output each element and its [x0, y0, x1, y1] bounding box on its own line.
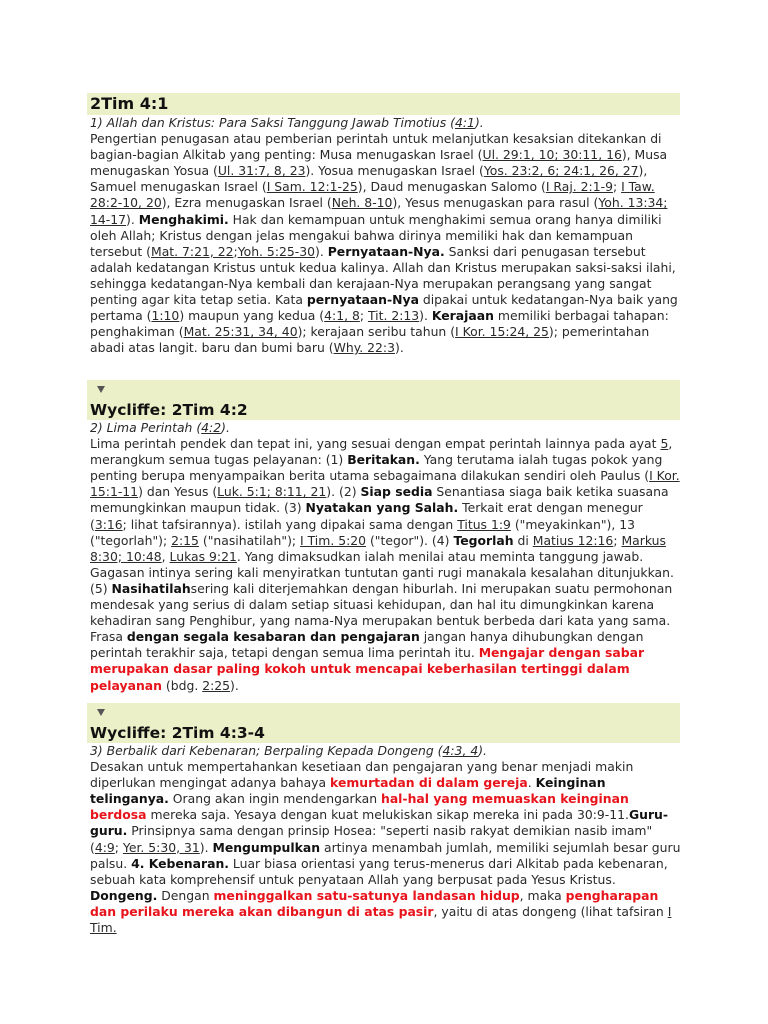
term-bold: Tegorlah — [453, 532, 514, 548]
ref-link[interactable]: Yer. 5:30, 31 — [122, 839, 200, 855]
term-bold: Nasihatilah — [111, 580, 191, 596]
ref-link[interactable]: 3:16 — [94, 516, 123, 532]
section-2-paragraph: Lima perintah pendek dan tepat ini, yang sesuai dengan empat perintah lainnya pada ayat 5, merangkum semua tugas pelayanan: (1) Beritakan. Yang terutama ialah tugas pokok yang penting berupa menyampaikan berita utama sebagaimana dilakukan sendiri oleh Paulus (I Kor. 15:1-11) dan Yesus (Luk. 5:1; 8:11, 21). (2) Siap sedia Senantiasa siaga baik ketika suasana memungkinkan maupun tidak. (3) Nyatakan yang Salah. Terkait erat dengan menegur (3:16; lihat tafsirannya). istilah yang dipakai sama dengan Titus 1:9 ("meyakinkan"), 13 ("tegorlah"); 2:15 ("nasihatilah"); I Tim. 5:20 ("tegor"). (4) Tegorlah di Matius 12:16; Markus 8:30; 10:48, Lukas 9:21. Yang dimaksudkan ialah menilai atau meminta tanggung jawab. Gagasan intinya sering kali menyiratkan tuntutan ganti rugi manakala kesalahan ditunjukkan. (5) Nasihatilahsering kali diterjemahkan dengan hiburlah. Ini merupakan suatu permohonan mendesak yang serius di dalam setiap situasi kehidupan, dan hal itu dimungkinkan karena kehadiran sang Penghibur, yang nama-Nya merupakan bentuk berbeda dari kata yang sama. Frasa dengan segala kesabaran dan pengajaran jangan hanya dihubungkan dengan perintah terakhir saja, tetapi dengan semua lima perintah itu. Mengajar dengan sabar merupakan dasar paling kokoh untuk mencapai keberhasilan tertinggi dalam pelayanan (bdg. 2:25). — [90, 436, 680, 693]
source-name: Wycliffe — [90, 401, 161, 419]
ref-link[interactable]: Matius 12:16 — [532, 532, 614, 548]
section-1-subtitle: 1) Allah dan Kristus: Para Saksi Tanggung Jawab Timotius (4:1). — [90, 115, 484, 130]
ref-link[interactable]: Yoh. 13:34; 14-17 — [90, 195, 668, 227]
term-bold: 4. Kebenaran. — [131, 855, 229, 871]
term-bold: Siap sedia — [360, 484, 433, 500]
term-bold: Menghakimi. — [138, 211, 229, 227]
section-3-paragraph: Desakan untuk mempertahankan kesetiaan dan pengajaran yang benar menjadi makin diperlukan mengingat adanya bahaya kemurtadan di dalam gereja. Keinginan telinganya. Orang akan ingin mendengarkan hal-hal yang memuaskan keinginan berdosa mereka saja. Yesaya dengan kuat melukiskan sikap mereka ini pada 30:9-11.Guru-guru. Prinsipnya sama dengan prinsip Hosea: "seperti nasib rakyat demikian nasib imam" (4:9; Yer. 5:30, 31). Mengumpulkan artinya menambah jumlah, memiliki sejumlah besar guru palsu. 4. Kebenaran. Luar biasa orientasi yang terus-menerus dari Alkitab pada kebenaran, sebuah kata komprehensif untuk penyataan Allah yang berpusat pada Yesus Kristus. Dongeng. Dengan meninggalkan satu-satunya landasan hidup, maka pengharapan dan perilaku mereka akan dibangun di atas pasir, yaitu di atas dongeng (lihat tafsiran I Tim. — [90, 759, 681, 936]
term-bold: Keinginan telinganya. — [90, 775, 606, 807]
ref-link[interactable]: I Taw. 28:2-10, 20 — [90, 179, 655, 211]
section-2-title: : 2Tim 4:2 — [160, 401, 248, 419]
highlight-text: meninggalkan satu-satunya landasan hidup — [213, 887, 520, 903]
highlight-text: pengharapan dan perilaku mereka akan dibangun di atas pasir — [90, 887, 659, 919]
ref-link[interactable]: I Sam. 12:1-25 — [266, 179, 358, 195]
ref-link[interactable]: Ul. 29:1, 10; 30:11, 16 — [482, 147, 622, 163]
section-3-subtitle: 3) Berbalik dari Kebenaran; Berpaling Kepada Dongeng (4:3, 4). — [90, 743, 487, 758]
section-1-body — [90, 115, 682, 356]
collapse-triangle-icon[interactable] — [97, 709, 105, 716]
ref-link[interactable]: Mat. 25:31, 34, 40 — [183, 324, 298, 340]
ref-link[interactable]: Yos. 23:2, 6; 24:1, 26, 27 — [483, 163, 639, 179]
ref-link[interactable]: Mat. 7:21, 22 — [151, 243, 234, 259]
ref-link[interactable]: 4:1, 8 — [324, 308, 360, 324]
section-2-header — [87, 380, 680, 420]
ref-link[interactable]: Yoh. 5:25-30 — [237, 243, 315, 259]
term-bold: Guru-guru. — [90, 807, 669, 839]
section-1-paragraph: Pengertian penugasan atau pemberian perintah untuk melanjutkan kesaksian ditekankan di bagian-bagian Alkitab yang penting: Musa menugaskan Israel (Ul. 29:1, 10; 30:11, 16), Musa menugaskan Yosua (Ul. 31:7, 8, 23). Yosua menugaskan Israel (Yos. 23:2, 6; 24:1, 26, 27), Samuel menugaskan Israel (I Sam. 12:1-25), Daud menugaskan Salomo (I Raj. 2:1-9; I Taw. 28:2-10, 20), Ezra menugaskan Israel (Neh. 8-10), Yesus menugaskan para rasul (Yoh. 13:34; 14-17). Menghakimi. Hak dan kemampuan untuk menghakimi semua orang hanya dimiliki oleh Allah; Kristus dengan jelas mengakui bahwa dirinya memiliki hak dan kemampuan tersebut (Mat. 7:21, 22;Yoh. 5:25-30). Pernyataan-Nya. Sanksi dari penugasan tersebut adalah kedatangan Kristus untuk kedua kalinya. Allah dan Kristus merupakan saksi-saksi ilahi, sehingga kedatangan-Nya kembali dan kerajaan-Nya merupakan perangsang yang sangat penting agar kita tetap setia. Kata pernyataan-Nya dipakai untuk kedatangan-Nya baik yang pertama (1:10) maupun yang kedua (4:1, 8; Tit. 2:13). Kerajaan memiliki berbagai tahapan: penghakiman (Mat. 25:31, 34, 40); kerajaan seribu tahun (I Kor. 15:24, 25); pemerintahan abadi atas langit. baru dan bumi baru (Why. 22:3). — [90, 131, 678, 356]
section-1-header — [87, 93, 680, 115]
section-1-title: 2Tim 4:1 — [90, 94, 169, 113]
term-bold: dengan segala kesabaran dan pengajaran — [126, 629, 420, 645]
term-bold: Mengumpulkan — [212, 839, 321, 855]
term-bold: Nyatakan yang Salah. — [305, 500, 459, 516]
term-bold: Pernyataan-Nya. — [327, 243, 445, 259]
ref-link[interactable]: Ul. 31:7, 8, 23 — [217, 163, 306, 179]
section-3-body — [90, 743, 682, 936]
ref-link[interactable]: I Raj. 2:1-9 — [545, 179, 613, 195]
ref-link[interactable]: I Kor. 15:24, 25 — [455, 324, 549, 340]
collapse-triangle-icon[interactable] — [97, 386, 105, 393]
ref-link[interactable]: 2:25 — [202, 677, 231, 693]
ref-link[interactable]: Why. 22:3 — [333, 340, 395, 356]
section-2-subtitle: 2) Lima Perintah (4:2). — [90, 420, 230, 435]
ref-link[interactable]: Markus 8:30; 10:48 — [90, 532, 666, 564]
ref-link[interactable]: Luk. 5:1; 8:11, 21 — [217, 484, 327, 500]
ref-link[interactable]: 2:15 — [171, 532, 199, 548]
highlight-text: kemurtadan di dalam gereja — [330, 775, 528, 791]
ref-link[interactable]: 1:10 — [151, 308, 180, 324]
ref-link[interactable]: 4:1 — [454, 115, 475, 130]
term-bold: pernyataan-Nya — [306, 292, 419, 308]
term-bold: Dongeng. — [90, 887, 158, 903]
ref-link[interactable]: 4:2 — [201, 420, 222, 435]
term-bold: Kerajaan — [431, 308, 494, 324]
ref-link[interactable]: I Tim. — [90, 903, 672, 936]
ref-link[interactable]: I Kor. 15:1-11 — [90, 468, 680, 500]
ref-link[interactable]: I Tim. 5:20 — [300, 532, 367, 548]
highlight-text: hal-hal yang memuaskan keinginan berdosa — [90, 791, 629, 823]
ref-link[interactable]: 4:9 — [94, 839, 115, 855]
term-bold: Beritakan. — [347, 452, 420, 468]
section-2-body — [90, 420, 682, 694]
section-3-header — [87, 703, 680, 743]
ref-link[interactable]: Lukas 9:21 — [169, 548, 237, 564]
highlight-text: Mengajar dengan sabar merupakan dasar paling kokoh untuk mencapai keberhasilan tertinggi dalam pelayanan — [90, 645, 645, 693]
section-3-title: : 2Tim 4:3-4 — [160, 724, 265, 742]
ref-link[interactable]: Tit. 2:13 — [367, 308, 420, 324]
ref-link[interactable]: Neh. 8-10 — [331, 195, 393, 211]
ref-link[interactable]: 4:3, 4 — [442, 743, 479, 758]
ref-link[interactable]: 5 — [660, 436, 669, 452]
ref-link[interactable]: Titus 1:9 — [457, 516, 511, 532]
source-name: Wycliffe — [90, 724, 161, 742]
